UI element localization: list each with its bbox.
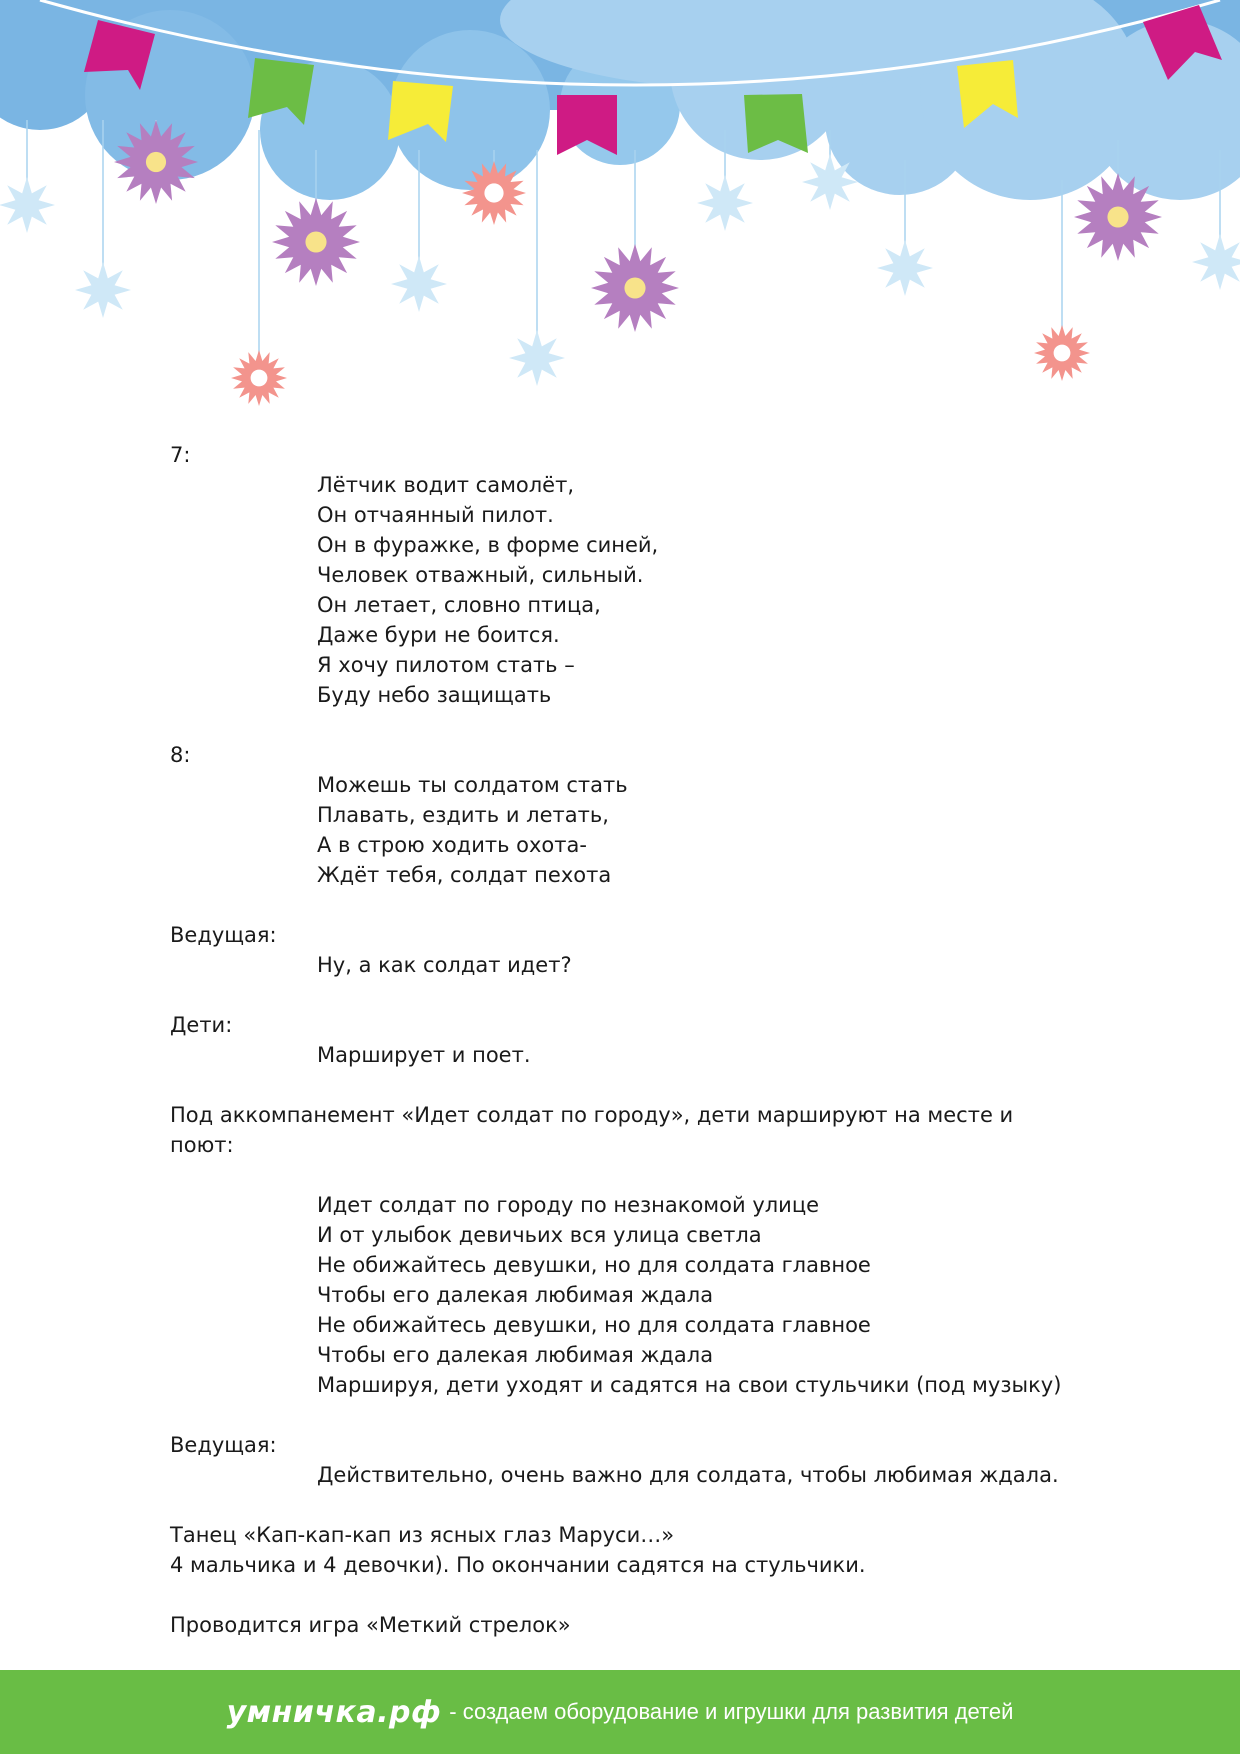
document-body bbox=[170, 440, 1070, 1640]
accompaniment-note: Под аккомпанемент «Идет солдат по городу», дети маршируют на месте и поют: bbox=[170, 1103, 1014, 1157]
song-line: И от улыбок девичьих вся улица светла bbox=[317, 1223, 762, 1247]
header-decoration bbox=[0, 0, 1240, 420]
verse-line: Он в фуражке, в форме синей, bbox=[317, 533, 659, 557]
dance-title: Танец «Кап-кап-кап из ясных глаз Маруси…» bbox=[170, 1523, 675, 1547]
song-line: Не обижайтесь девушки, но для солдата главное bbox=[317, 1313, 871, 1337]
song-line: Не обижайтесь девушки, но для солдата главное bbox=[317, 1253, 871, 1277]
verse-line: Ждёт тебя, солдат пехота bbox=[317, 863, 612, 887]
verse-line: Он летает, словно птица, bbox=[317, 593, 601, 617]
brand-logo[interactable]: умничка.рф bbox=[226, 1694, 442, 1730]
verse-line: Буду небо защищать bbox=[317, 683, 552, 707]
flower-icon bbox=[391, 256, 447, 312]
verse-line: Ну, а как солдат идет? bbox=[317, 953, 572, 977]
flower-icon bbox=[272, 198, 360, 286]
song-line: Идет солдат по городу по незнакомой улице bbox=[317, 1193, 820, 1217]
speaker-label: Ведущая: bbox=[170, 923, 277, 947]
verse-line: Можешь ты солдатом стать bbox=[317, 773, 628, 797]
flower-icon bbox=[231, 350, 287, 406]
verse-line: Человек отважный, сильный. bbox=[317, 563, 644, 587]
verse-line: А в строю ходить охота- bbox=[317, 833, 587, 857]
speaker-label: 8: bbox=[170, 743, 191, 767]
flower-icon bbox=[1034, 325, 1090, 381]
speaker-label: Дети: bbox=[170, 1013, 233, 1037]
speaker-label: 7: bbox=[170, 443, 191, 467]
flower-icon bbox=[877, 240, 933, 296]
flower-icon bbox=[0, 177, 55, 233]
verse bbox=[317, 950, 1070, 980]
verse bbox=[317, 770, 1070, 890]
verse-line: Плавать, ездить и летать, bbox=[317, 803, 609, 827]
game-note: Проводится игра «Меткий стрелок» bbox=[170, 1613, 571, 1637]
verse-line: Он отчаянный пилот. bbox=[317, 503, 554, 527]
verse-line: Даже бури не боится. bbox=[317, 623, 560, 647]
flower-icon bbox=[591, 244, 679, 332]
song-line: Чтобы его далекая любимая ждала bbox=[317, 1343, 714, 1367]
verse bbox=[317, 1040, 1070, 1070]
host-line: Действительно, очень важно для солдата, чтобы любимая ждала. bbox=[317, 1463, 1059, 1487]
song-verse bbox=[317, 1190, 1070, 1400]
verse-line: Лётчик водит самолёт, bbox=[317, 473, 575, 497]
flower-icon bbox=[802, 154, 858, 210]
flower-icon bbox=[509, 330, 565, 386]
footer-tagline: - создаем оборудование и игрушки для развития детей bbox=[449, 1699, 1014, 1724]
clouds bbox=[0, 0, 1240, 200]
flower-icon bbox=[1192, 234, 1240, 290]
song-line: Чтобы его далекая любимая ждала bbox=[317, 1283, 714, 1307]
flower-icon bbox=[114, 120, 198, 204]
flower-icon bbox=[1074, 173, 1162, 261]
song-line: Маршируя, дети уходят и садятся на свои стульчики (под музыку) bbox=[317, 1373, 1062, 1397]
speaker-host: Ведущая: bbox=[170, 1433, 277, 1457]
footer-banner bbox=[0, 1670, 1240, 1754]
verse-line: Марширует и поет. bbox=[317, 1043, 531, 1067]
flower-icon bbox=[697, 175, 753, 231]
verse bbox=[317, 470, 1070, 710]
flower-icon bbox=[462, 161, 526, 225]
flower-icon bbox=[75, 262, 131, 318]
dance-note: 4 мальчика и 4 девочки). По окончании садятся на стульчики. bbox=[170, 1553, 866, 1577]
verse-line: Я хочу пилотом стать – bbox=[317, 653, 575, 677]
